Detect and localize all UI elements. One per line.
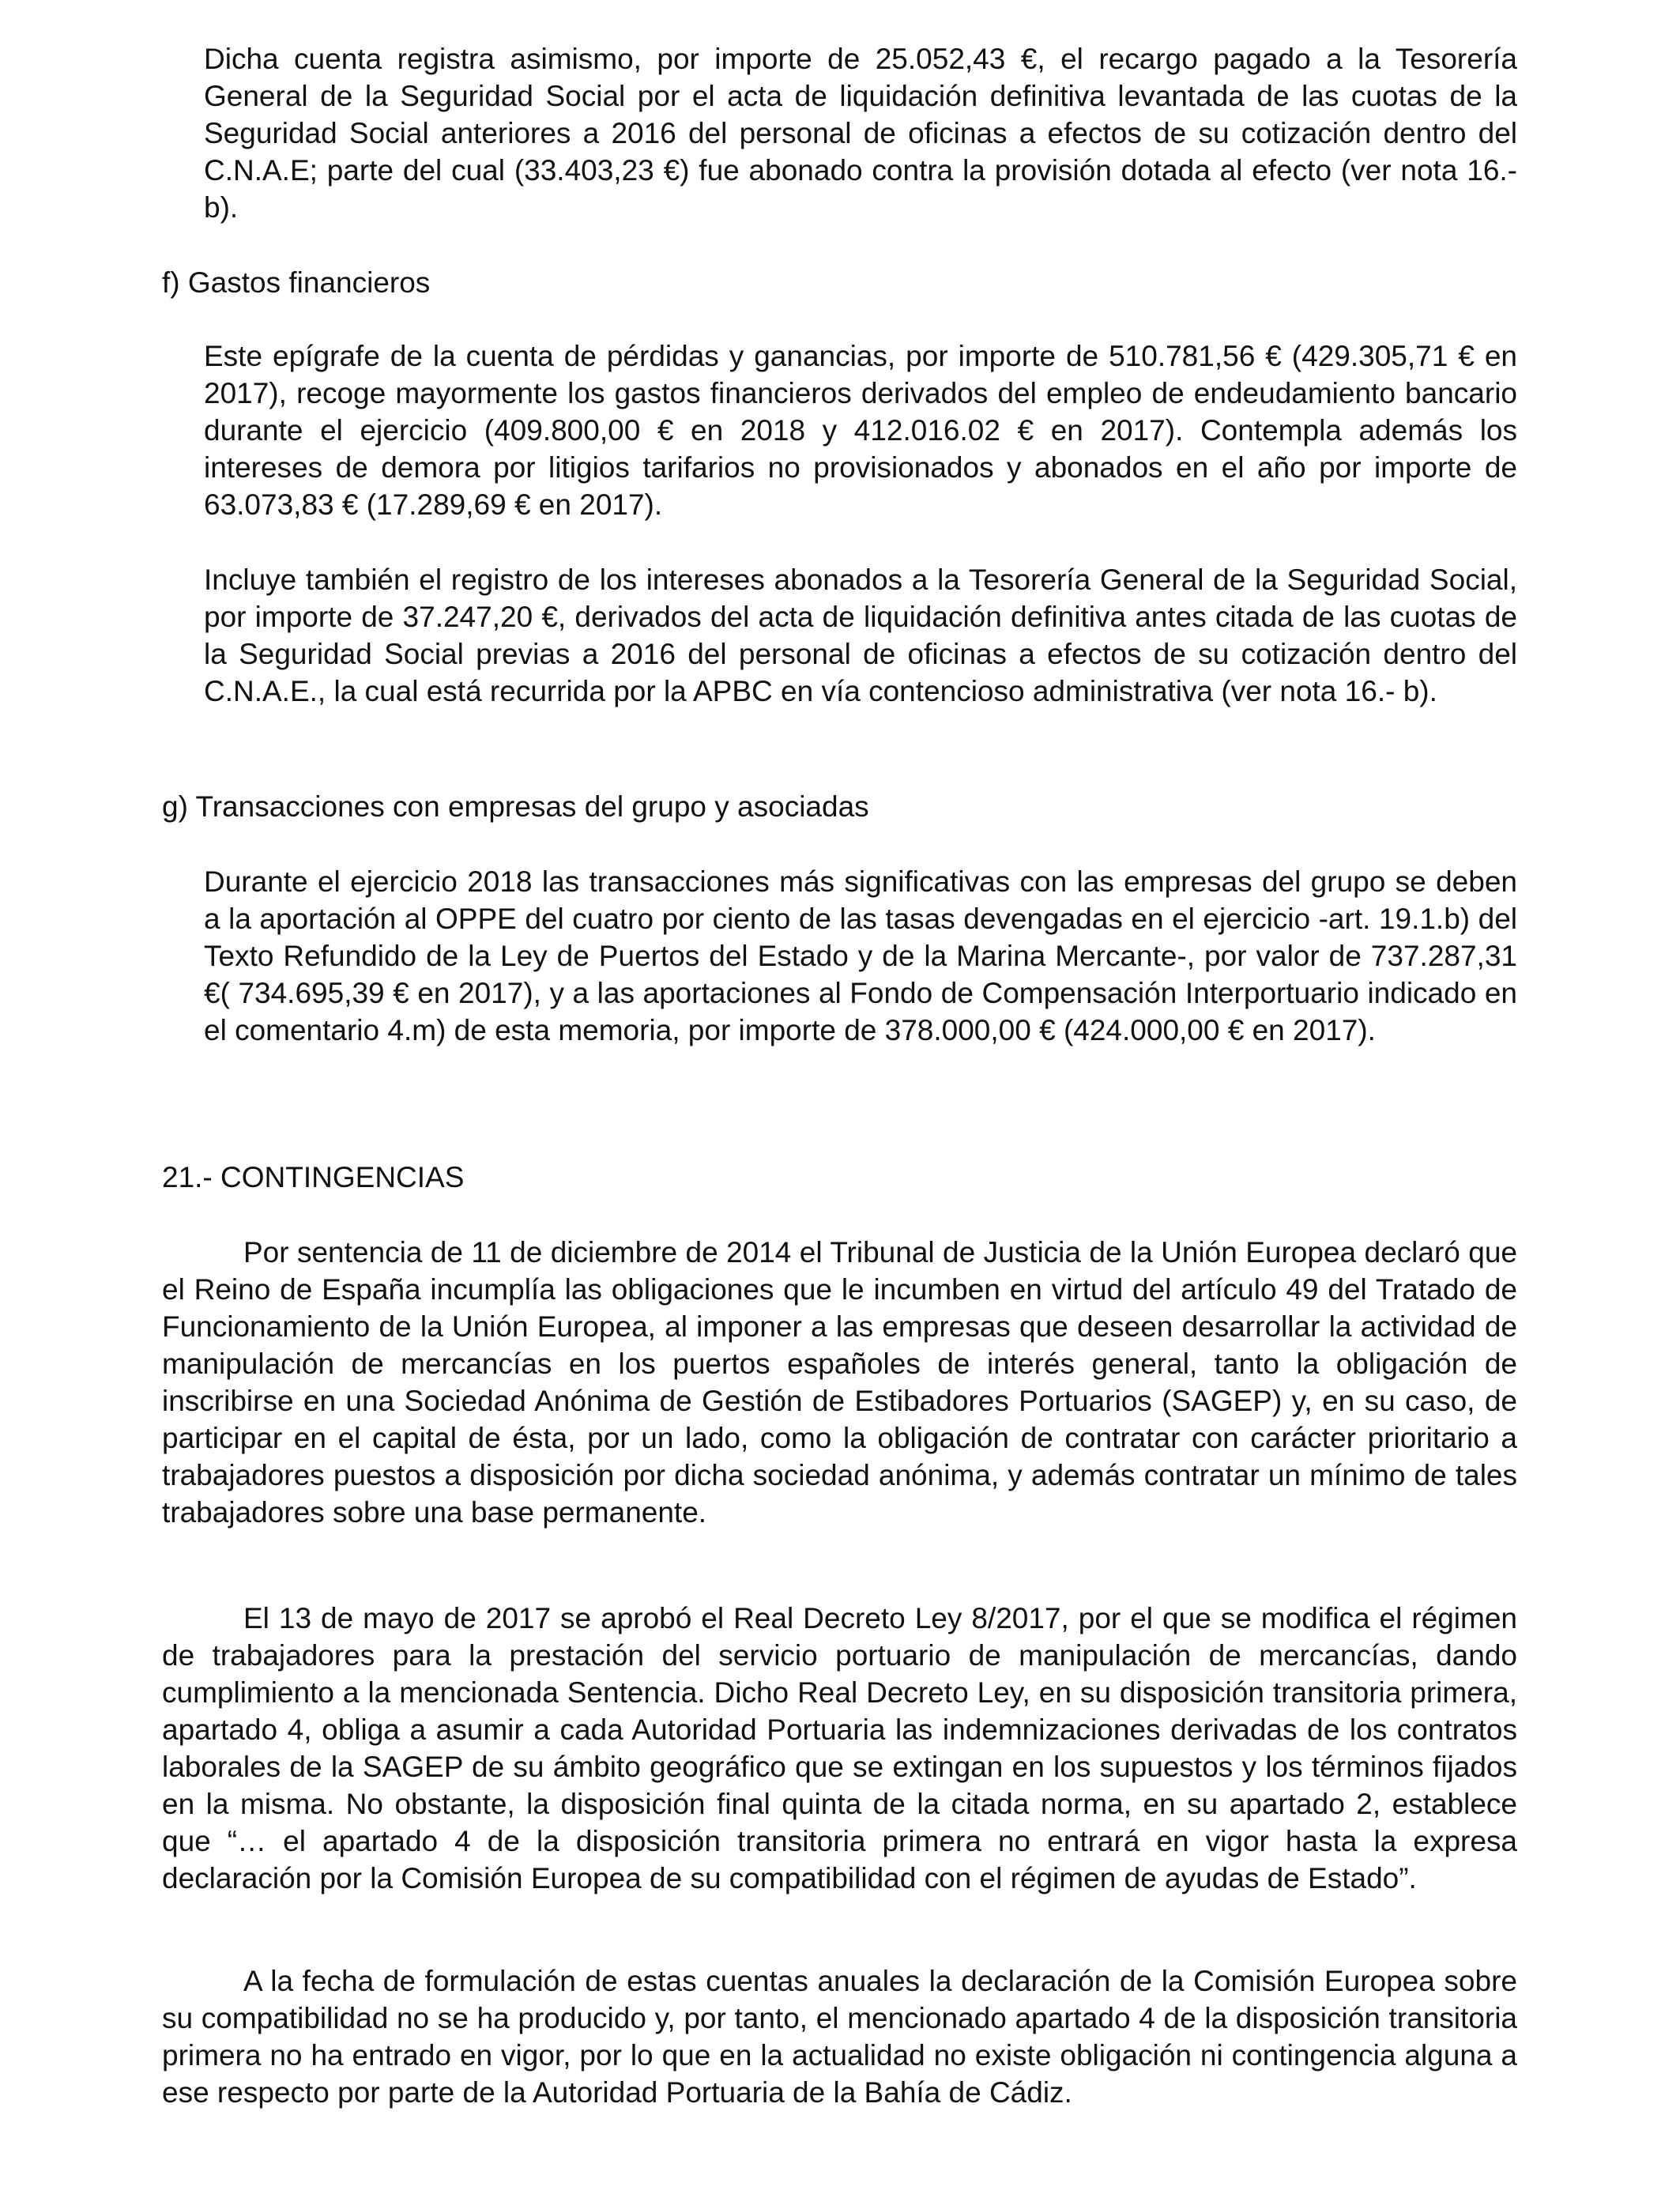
paragraph-transacciones-grupo: Durante el ejercicio 2018 las transacciones más significativas con las empresas del grupo se deben a la aportación al OPPE del cuatro por ciento de las tasas devengadas en el ejercicio -art. 19.1.b) del Texto Refundido de la Ley de Puertos del Estado y de la Marina Mercante-, por valor de 737.287,31 €( 734.695,39 € en 2017), y a las aportaciones al Fondo de Compensación Interportuario indicado en el comentario 4.m) de esta memoria, por importe de 378.000,00 € (424.000,00 € en 2017). [204, 865, 1517, 1046]
paragraph-intereses-seguridad-social: Incluye también el registro de los intereses abonados a la Tesorería General de la Seguridad Social, por importe de 37.247,20 €, derivados del acta de liquidación definitiva antes citada de las cuotas de la Seguridad Social previas a 2016 del personal de oficinas a efectos de su cotización dentro del C.N.A.E., la cual está recurrida por la APBC en vía contencioso administrativa (ver nota 16.- b). [204, 564, 1517, 707]
paragraph-gastos-financieros: Este epígrafe de la cuenta de pérdidas y ganancias, por importe de 510.781,56 € (429.305,71 € en 2017), recoge mayormente los gastos financieros derivados del empleo de endeudamiento bancario durante el ejercicio (409.800,00 € en 2018 y 412.016.02 € en 2017). Contempla además los intereses de demora por litigios tarifarios no provisionados y abonados en el año por importe de 63.073,83 € (17.289,69 € en 2017). [204, 340, 1517, 521]
section-heading-transacciones-grupo: g) Transacciones con empresas del grupo y asociadas [162, 790, 869, 823]
paragraph-real-decreto-ley: El 13 de mayo de 2017 se aprobó el Real Decreto Ley 8/2017, por el que se modifica el régimen de trabajadores para la prestación del servicio portuario de manipulación de mercancías, dando cumplimiento a la mencionada Sentencia. Dicho Real Decreto Ley, en su disposición transitoria primera, apartado 4, obliga a asumir a cada Autoridad Portuaria las indemnizaciones derivadas de los contratos laborales de la SAGEP de su ámbito geográfico que se extingan en los supuestos y los términos fijados en la misma. No obstante, la disposición final quinta de la citada norma, en su apartado 2, establece que “… el apartado 4 de la disposición transitoria primera no entrará en vigor hasta la expresa declaración por la Comisión Europea de su compatibilidad con el régimen de ayudas de Estado”. [162, 1602, 1517, 1894]
section-heading-gastos-financieros: f) Gastos financieros [162, 266, 431, 299]
paragraph-sentencia-tribunal: Por sentencia de 11 de diciembre de 2014 el Tribunal de Justicia de la Unión Europea declaró que el Reino de España incumplía las obligaciones que le incumben en virtud del artículo 49 del Tratado de Funcionamiento de la Unión Europea, al imponer a las empresas que deseen desarrollar la actividad de manipulación de mercancías en los puertos españoles de interés general, tanto la obligación de inscribirse en una Sociedad Anónima de Gestión de Estibadores Portuarios (SAGEP) y, en su caso, de participar en el capital de ésta, por un lado, como la obligación de contratar con carácter prioritario a trabajadores puestos a disposición por dicha sociedad anónima, y además contratar un mínimo de tales trabajadores sobre una base permanente. [162, 1236, 1517, 1529]
section-heading-contingencias: 21.- CONTINGENCIAS [162, 1161, 465, 1193]
paragraph-recargo-seguridad-social: Dicha cuenta registra asimismo, por importe de 25.052,43 €, el recargo pagado a la Tesorería General de la Seguridad Social por el acta de liquidación definitiva levantada de las cuotas de la Seguridad Social anteriores a 2016 del personal de oficinas a efectos de su cotización dentro del C.N.A.E; parte del cual (33.403,23 €) fue abonado contra la provisión dotada al efecto (ver nota 16.- b). [204, 43, 1517, 224]
paragraph-compatibilidad-comision: A la fecha de formulación de estas cuentas anuales la declaración de la Comisión Europea sobre su compatibilidad no se ha producido y, por tanto, el mencionado apartado 4 de la disposición transitoria primera no ha entrado en vigor, por lo que en la actualidad no existe obligación ni contingencia alguna a ese respecto por parte de la Autoridad Portuaria de la Bahía de Cádiz. [162, 1965, 1517, 2109]
